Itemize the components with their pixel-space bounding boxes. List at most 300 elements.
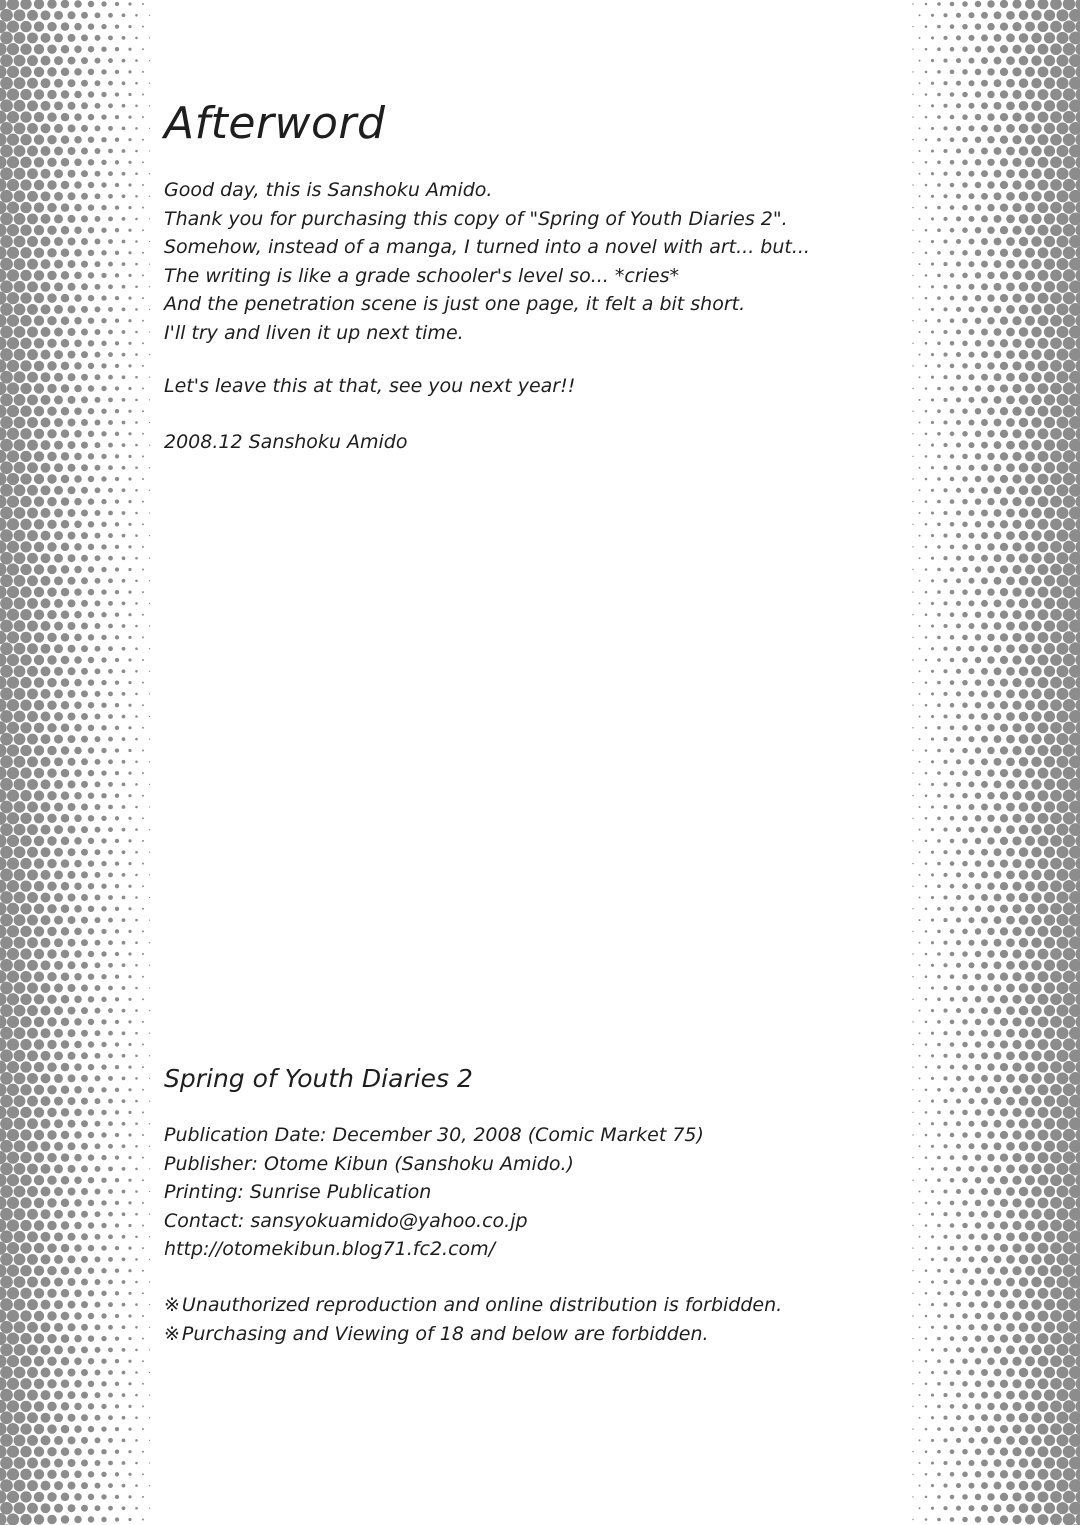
halftone-dot bbox=[115, 319, 119, 323]
halftone-dot bbox=[1044, 1254, 1055, 1265]
halftone-dot bbox=[1056, 190, 1068, 202]
halftone-dot bbox=[931, 1167, 934, 1170]
halftone-dot bbox=[128, 2, 131, 5]
halftone-dot bbox=[7, 812, 19, 824]
halftone-dot bbox=[81, 1437, 88, 1444]
halftone-dot bbox=[1025, 406, 1035, 416]
halftone-dot bbox=[962, 1087, 968, 1093]
halftone-dot bbox=[968, 148, 974, 154]
halftone-dot bbox=[912, 1247, 913, 1248]
halftone-dot bbox=[95, 895, 101, 901]
halftone-dot bbox=[7, 201, 19, 213]
halftone-dot bbox=[0, 891, 13, 904]
halftone-dot bbox=[1056, 710, 1068, 722]
halftone-dot bbox=[975, 114, 981, 120]
halftone-dot bbox=[956, 578, 961, 583]
halftone-dot bbox=[1031, 1164, 1041, 1174]
halftone-dot bbox=[937, 70, 941, 74]
halftone-dot bbox=[950, 318, 955, 323]
halftone-dot bbox=[34, 202, 44, 212]
halftone-dot bbox=[1075, 1174, 1080, 1187]
halftone-dot bbox=[981, 1098, 988, 1105]
halftone-dot bbox=[1069, 1185, 1080, 1198]
halftone-dot bbox=[115, 771, 119, 775]
halftone-dot bbox=[937, 726, 941, 730]
halftone-dot bbox=[1025, 316, 1035, 326]
afterword-line: Somehow, instead of a manga, I turned into a novel with art... but... bbox=[164, 236, 810, 259]
halftone-dot bbox=[149, 1010, 150, 1011]
halftone-dot bbox=[1019, 1232, 1029, 1242]
halftone-dot bbox=[149, 83, 150, 84]
halftone-dot bbox=[950, 273, 955, 278]
halftone-dot bbox=[101, 1404, 106, 1409]
halftone-dot bbox=[101, 114, 106, 119]
halftone-dot bbox=[0, 699, 7, 712]
halftone-dot bbox=[74, 747, 81, 754]
halftone-dot bbox=[1063, 993, 1076, 1006]
halftone-dot bbox=[1000, 362, 1008, 370]
halftone-dot bbox=[61, 68, 69, 76]
halftone-dot bbox=[919, 241, 921, 243]
halftone-dot bbox=[1031, 553, 1041, 563]
halftone-dot bbox=[1006, 984, 1015, 993]
halftone-dot bbox=[981, 736, 988, 743]
halftone-dot bbox=[931, 1484, 934, 1487]
halftone-dot bbox=[1006, 1097, 1015, 1106]
halftone-dot bbox=[1063, 473, 1076, 486]
halftone-dot bbox=[20, 1129, 31, 1140]
halftone-dot bbox=[1050, 496, 1062, 508]
halftone-dot bbox=[1031, 123, 1041, 133]
halftone-dot bbox=[1038, 1424, 1049, 1435]
halftone-dot bbox=[1050, 292, 1062, 304]
halftone-dot bbox=[135, 37, 138, 40]
halftone-dot bbox=[88, 204, 94, 210]
halftone-dot bbox=[1025, 225, 1035, 235]
halftone-dot bbox=[81, 826, 88, 833]
halftone-dot bbox=[81, 1324, 88, 1331]
halftone-dot bbox=[149, 1191, 150, 1192]
halftone-dot bbox=[1025, 1130, 1035, 1140]
halftone-dot bbox=[1050, 89, 1062, 101]
halftone-dot bbox=[950, 160, 955, 165]
halftone-dot bbox=[95, 487, 101, 493]
halftone-dot bbox=[956, 895, 961, 900]
halftone-dot bbox=[0, 574, 13, 587]
halftone-dot bbox=[101, 1472, 106, 1477]
halftone-dot bbox=[1019, 915, 1029, 925]
halftone-dot bbox=[149, 716, 150, 717]
halftone-dot bbox=[14, 937, 26, 949]
halftone-dot bbox=[968, 894, 974, 900]
halftone-dot bbox=[20, 406, 31, 417]
halftone-dot bbox=[14, 1095, 26, 1107]
halftone-dot bbox=[115, 816, 119, 820]
halftone-dot bbox=[1063, 1310, 1076, 1323]
halftone-dot bbox=[1056, 1072, 1068, 1084]
halftone-dot bbox=[981, 442, 988, 449]
halftone-dot bbox=[122, 466, 126, 470]
halftone-dot bbox=[1038, 1446, 1049, 1457]
halftone-dot bbox=[962, 1494, 968, 1500]
halftone-dot bbox=[1069, 484, 1080, 497]
halftone-dot bbox=[1025, 678, 1035, 688]
halftone-dot bbox=[950, 861, 955, 866]
halftone-dot bbox=[1038, 1356, 1049, 1367]
halftone-dot bbox=[14, 484, 26, 496]
halftone-dot bbox=[0, 201, 7, 214]
halftone-dot bbox=[1019, 1209, 1029, 1219]
halftone-dot bbox=[925, 297, 928, 300]
halftone-dot bbox=[937, 183, 941, 187]
halftone-dot bbox=[54, 101, 63, 110]
halftone-dot bbox=[943, 149, 947, 153]
halftone-dot bbox=[101, 205, 106, 210]
halftone-dot bbox=[14, 1253, 26, 1265]
halftone-dot bbox=[1038, 1311, 1049, 1322]
halftone-dot bbox=[68, 283, 76, 291]
halftone-dot bbox=[937, 251, 941, 255]
halftone-dot bbox=[115, 613, 119, 617]
halftone-dot bbox=[142, 3, 144, 5]
halftone-dot bbox=[994, 1346, 1002, 1354]
halftone-dot bbox=[128, 1179, 131, 1182]
halftone-dot bbox=[975, 91, 981, 97]
halftone-dot bbox=[7, 1287, 19, 1299]
halftone-dot bbox=[943, 714, 947, 718]
halftone-dot bbox=[1075, 925, 1080, 938]
halftone-dot bbox=[95, 35, 101, 41]
halftone-dot bbox=[1050, 1061, 1062, 1073]
halftone-dot bbox=[919, 286, 921, 288]
halftone-dot bbox=[47, 723, 56, 732]
halftone-dot bbox=[41, 1006, 51, 1016]
halftone-dot bbox=[1012, 361, 1021, 370]
halftone-dot bbox=[1044, 417, 1055, 428]
halftone-dot bbox=[74, 453, 81, 460]
halftone-dot bbox=[128, 70, 131, 73]
halftone-dot bbox=[981, 419, 988, 426]
halftone-dot bbox=[0, 1457, 13, 1470]
halftone-dot bbox=[919, 1394, 921, 1396]
halftone-dot bbox=[1038, 89, 1049, 100]
halftone-dot bbox=[943, 330, 947, 334]
halftone-dot bbox=[20, 44, 31, 55]
halftone-dot bbox=[149, 105, 150, 106]
halftone-dot bbox=[962, 1381, 968, 1387]
halftone-dot bbox=[1038, 496, 1049, 507]
halftone-dot bbox=[912, 1112, 913, 1113]
halftone-dot bbox=[912, 524, 913, 525]
halftone-dot bbox=[34, 1492, 44, 1502]
halftone-dot bbox=[975, 1267, 981, 1273]
halftone-dot bbox=[34, 519, 44, 529]
halftone-dot bbox=[47, 1447, 56, 1456]
halftone-dot bbox=[47, 1198, 56, 1207]
halftone-dot bbox=[41, 1458, 51, 1468]
halftone-dot bbox=[950, 590, 955, 595]
halftone-dot bbox=[931, 692, 934, 695]
halftone-dot bbox=[975, 1245, 981, 1251]
halftone-dot bbox=[1031, 1028, 1041, 1038]
halftone-dot bbox=[1056, 1366, 1068, 1378]
halftone-dot bbox=[1038, 1288, 1049, 1299]
halftone-dot bbox=[1038, 632, 1049, 643]
halftone-dot bbox=[931, 1280, 934, 1283]
halftone-dot bbox=[68, 1029, 76, 1037]
halftone-dot bbox=[968, 940, 974, 946]
halftone-dot bbox=[0, 1185, 13, 1198]
halftone-dot bbox=[937, 25, 941, 29]
halftone-dot bbox=[943, 59, 947, 63]
halftone-dot bbox=[54, 147, 63, 156]
halftone-dot bbox=[919, 761, 921, 763]
halftone-dot bbox=[108, 1280, 113, 1285]
halftone-dot bbox=[1056, 869, 1068, 881]
halftone-dot bbox=[81, 939, 88, 946]
halftone-dot bbox=[122, 1099, 126, 1103]
halftone-dot bbox=[34, 1175, 44, 1185]
halftone-dot bbox=[68, 848, 76, 856]
halftone-dot bbox=[1019, 1255, 1029, 1265]
halftone-dot bbox=[54, 916, 63, 925]
halftone-dot bbox=[1019, 33, 1029, 43]
halftone-dot bbox=[1012, 452, 1021, 461]
halftone-dot bbox=[101, 1042, 106, 1047]
halftone-dot bbox=[95, 1166, 101, 1172]
halftone-dot bbox=[1075, 472, 1080, 485]
halftone-dot bbox=[1069, 1095, 1080, 1108]
halftone-dot bbox=[68, 1414, 76, 1422]
halftone-dot bbox=[1025, 881, 1035, 891]
halftone-dot bbox=[74, 1063, 81, 1070]
halftone-dot bbox=[975, 792, 981, 798]
halftone-dot bbox=[101, 861, 106, 866]
halftone-dot bbox=[1069, 190, 1080, 203]
halftone-dot bbox=[968, 713, 974, 719]
halftone-dot bbox=[128, 1043, 131, 1046]
halftone-dot bbox=[1019, 599, 1029, 609]
halftone-dot bbox=[41, 598, 51, 608]
halftone-dot bbox=[975, 566, 981, 572]
halftone-dot bbox=[962, 861, 968, 867]
halftone-dot bbox=[34, 0, 44, 9]
halftone-dot bbox=[115, 1291, 119, 1295]
halftone-dot bbox=[41, 1368, 51, 1378]
halftone-dot bbox=[1025, 338, 1035, 348]
halftone-dot bbox=[41, 395, 51, 405]
halftone-dot bbox=[912, 297, 913, 298]
halftone-dot bbox=[994, 916, 1002, 924]
halftone-dot bbox=[912, 343, 913, 344]
halftone-dot bbox=[95, 533, 101, 539]
halftone-dot bbox=[950, 1110, 955, 1115]
halftone-dot bbox=[41, 893, 51, 903]
halftone-dot bbox=[956, 13, 961, 18]
halftone-dot bbox=[122, 81, 126, 85]
halftone-dot bbox=[142, 1134, 144, 1136]
halftone-dot bbox=[956, 1076, 961, 1081]
afterword-line: Good day, this is Sanshoku Amido. bbox=[164, 179, 493, 201]
halftone-dot bbox=[68, 147, 76, 155]
halftone-dot bbox=[962, 793, 968, 799]
halftone-dot bbox=[149, 1304, 150, 1305]
halftone-dot bbox=[0, 269, 7, 282]
halftone-dot bbox=[68, 396, 76, 404]
halftone-dot bbox=[1006, 803, 1015, 812]
halftone-dot bbox=[68, 351, 76, 359]
halftone-dot bbox=[931, 873, 934, 876]
halftone-dot bbox=[95, 691, 101, 697]
halftone-dot bbox=[994, 509, 1002, 517]
halftone-dot bbox=[95, 171, 101, 177]
halftone-dot bbox=[14, 1027, 26, 1039]
halftone-dot bbox=[994, 396, 1002, 404]
halftone-dot bbox=[135, 1032, 138, 1035]
halftone-dot bbox=[994, 1165, 1002, 1173]
halftone-dot bbox=[956, 1279, 961, 1284]
halftone-dot bbox=[135, 82, 138, 85]
halftone-dot bbox=[1050, 1333, 1062, 1345]
halftone-dot bbox=[1050, 926, 1062, 938]
halftone-dot bbox=[1012, 972, 1021, 981]
halftone-dot bbox=[987, 430, 994, 437]
halftone-dot bbox=[1063, 428, 1076, 441]
halftone-dot bbox=[95, 578, 101, 584]
halftone-dot bbox=[981, 713, 988, 720]
halftone-dot bbox=[943, 1076, 947, 1080]
halftone-dot bbox=[956, 872, 961, 877]
halftone-dot bbox=[912, 410, 913, 411]
halftone-dot bbox=[1019, 78, 1029, 88]
halftone-dot bbox=[956, 1008, 961, 1013]
halftone-dot bbox=[27, 1005, 38, 1016]
halftone-dot bbox=[34, 1017, 44, 1027]
halftone-dot bbox=[142, 795, 144, 797]
halftone-dot bbox=[108, 81, 113, 86]
halftone-dot bbox=[7, 1400, 19, 1412]
halftone-dot bbox=[937, 930, 941, 934]
halftone-dot bbox=[54, 237, 63, 246]
halftone-dot bbox=[142, 591, 144, 593]
halftone-dot bbox=[962, 46, 968, 52]
halftone-dot bbox=[1044, 1231, 1055, 1242]
halftone-dot bbox=[994, 1029, 1002, 1037]
halftone-dot bbox=[987, 181, 994, 188]
halftone-dot bbox=[937, 1427, 941, 1431]
halftone-dot bbox=[1069, 846, 1080, 859]
halftone-dot bbox=[54, 893, 63, 902]
halftone-dot bbox=[41, 757, 51, 767]
halftone-dot bbox=[68, 1052, 76, 1060]
halftone-dot bbox=[88, 498, 94, 504]
halftone-dot bbox=[919, 444, 921, 446]
halftone-dot bbox=[981, 781, 988, 788]
halftone-dot bbox=[47, 429, 56, 438]
halftone-dot bbox=[1063, 586, 1076, 599]
halftone-dot bbox=[1044, 349, 1055, 360]
halftone-dot bbox=[142, 930, 144, 932]
halftone-dot bbox=[1075, 1196, 1080, 1209]
halftone-dot bbox=[0, 1242, 7, 1255]
halftone-dot bbox=[1006, 1413, 1015, 1422]
halftone-dot bbox=[88, 159, 94, 165]
halftone-dot bbox=[41, 1232, 51, 1242]
halftone-dot bbox=[34, 700, 44, 710]
halftone-dot bbox=[7, 405, 19, 417]
halftone-dot bbox=[34, 248, 44, 258]
halftone-dot bbox=[128, 138, 131, 141]
halftone-dot bbox=[1025, 700, 1035, 710]
halftone-dot bbox=[1044, 78, 1055, 89]
halftone-dot bbox=[981, 1211, 988, 1218]
halftone-dot bbox=[115, 1269, 119, 1273]
halftone-dot bbox=[74, 91, 81, 98]
halftone-dot bbox=[1019, 712, 1029, 722]
halftone-dot bbox=[135, 1190, 138, 1193]
halftone-dot bbox=[968, 759, 974, 765]
halftone-dot bbox=[0, 337, 7, 350]
halftone-dot bbox=[931, 330, 934, 333]
halftone-dot bbox=[1075, 676, 1080, 689]
halftone-dot bbox=[1006, 690, 1015, 699]
halftone-dot bbox=[108, 1370, 113, 1375]
halftone-dot bbox=[919, 14, 921, 16]
halftone-dot bbox=[962, 1313, 968, 1319]
halftone-dot bbox=[912, 885, 913, 886]
halftone-dot bbox=[81, 396, 88, 403]
halftone-dot bbox=[956, 443, 961, 448]
halftone-dot bbox=[149, 467, 150, 468]
halftone-dot bbox=[149, 218, 150, 219]
halftone-dot bbox=[61, 1266, 69, 1274]
halftone-dot bbox=[81, 1030, 88, 1037]
halftone-dot bbox=[1044, 1050, 1055, 1061]
halftone-dot bbox=[142, 1044, 144, 1046]
halftone-dot bbox=[95, 827, 101, 833]
halftone-dot bbox=[88, 679, 94, 685]
halftone-dot bbox=[115, 92, 119, 96]
halftone-dot bbox=[149, 897, 150, 898]
halftone-dot bbox=[27, 711, 38, 722]
halftone-dot bbox=[0, 9, 13, 22]
halftone-dot bbox=[74, 272, 81, 279]
halftone-dot bbox=[1044, 281, 1055, 292]
halftone-dot bbox=[994, 1369, 1002, 1377]
halftone-dot bbox=[925, 206, 928, 209]
halftone-dot bbox=[7, 903, 19, 915]
halftone-dot bbox=[925, 1089, 928, 1092]
halftone-dot bbox=[0, 857, 7, 870]
halftone-dot bbox=[937, 658, 941, 662]
halftone-dot bbox=[919, 964, 921, 966]
halftone-dot bbox=[1050, 971, 1062, 983]
halftone-dot bbox=[981, 351, 988, 358]
halftone-dot bbox=[1038, 1401, 1049, 1412]
halftone-dot bbox=[34, 1062, 44, 1072]
halftone-dot bbox=[1056, 1095, 1068, 1107]
halftone-dot bbox=[61, 791, 69, 799]
halftone-dot bbox=[27, 1322, 38, 1333]
halftone-dot bbox=[1019, 893, 1029, 903]
halftone-dot bbox=[1031, 892, 1041, 902]
halftone-dot bbox=[912, 1406, 913, 1407]
halftone-dot bbox=[1063, 608, 1076, 621]
halftone-dot bbox=[27, 372, 38, 383]
halftone-dot bbox=[14, 371, 26, 383]
halftone-dot bbox=[956, 1257, 961, 1262]
halftone-dot bbox=[1025, 1492, 1035, 1502]
